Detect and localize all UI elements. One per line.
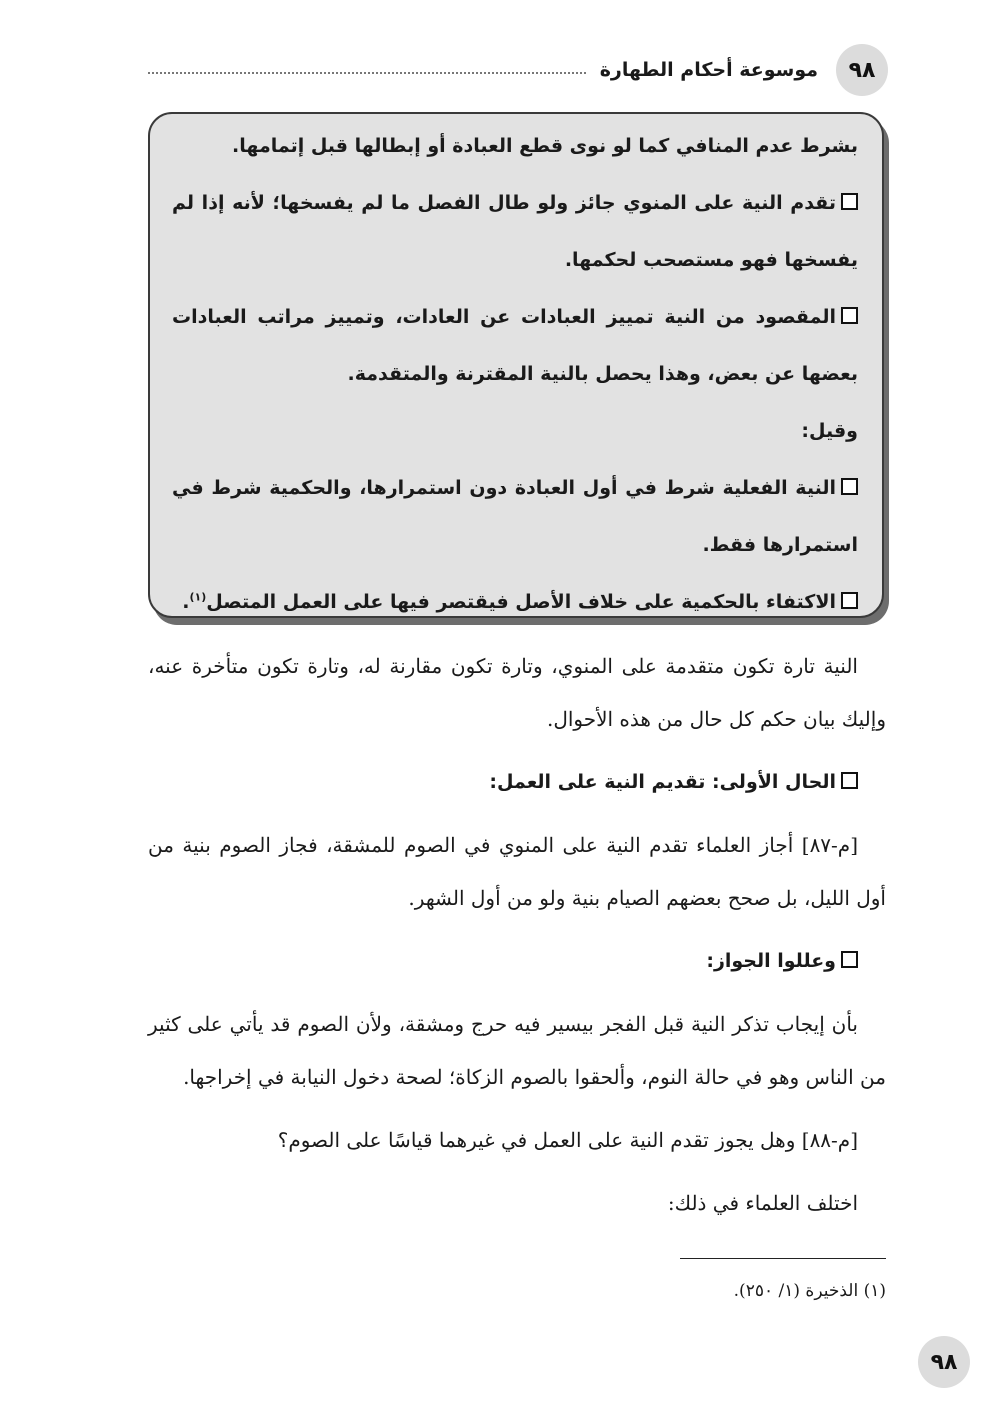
reasoning-paragraph: بأن إيجاب تذكر النية قبل الفجر بيسير فيه حرج ومشقة، ولأن الصوم قد يأتي على كثير من الناس وهو في حالة النوم، وألحقوا بالصوم الزكاة؛ لصحة دخول النيابة في إخراجها. xyxy=(148,1012,886,1089)
footnote-divider xyxy=(680,1258,886,1259)
running-header xyxy=(148,52,832,88)
paragraph-88: [م-٨٨] وهل يجوز تقدم النية على العمل في غيرهما قياسًا على الصوم؟ xyxy=(277,1128,858,1152)
checkbox-bullet-icon xyxy=(841,592,858,609)
section-heading-first-case: الحال الأولى: تقديم النية على العمل: xyxy=(148,756,886,809)
box-bullet-2: تقدم النية على المنوي جائز ولو طال الفصل ما لم يفسخها؛ لأنه إذا لم يفسخها فهو مستصحب لحكمها. xyxy=(172,192,858,271)
footnote-text: الذخيرة (١/ ٢٥٠). xyxy=(733,1281,859,1301)
paragraph-87: [م-٨٧] أجاز العلماء تقدم النية على المنوي في الصوم للمشقة، فجاز الصوم بنية من أول الليل، بل صحح بعضهم الصيام بنية ولو من أول الشهر. xyxy=(148,833,886,910)
page-number-top: ٩٨ xyxy=(836,44,888,96)
checkbox-bullet-icon xyxy=(841,193,858,210)
page-number-bottom: ٩٨ xyxy=(918,1336,970,1388)
main-text xyxy=(148,640,886,1240)
book-title: موسوعة أحكام الطهارة xyxy=(599,59,818,81)
box-line-4: وقيل: xyxy=(801,420,858,442)
header-dotted-rule xyxy=(148,72,586,74)
summary-box xyxy=(148,112,884,618)
checkbox-bullet-icon xyxy=(841,951,858,968)
checkbox-bullet-icon xyxy=(841,772,858,789)
intro-paragraph: النية تارة تكون متقدمة على المنوي، وتارة تكون مقارنة له، وتارة تكون متأخرة عنه، وإليك بيان حكم كل حال من هذه الأحوال. xyxy=(148,654,886,731)
section-heading-reasoning: وعللوا الجواز: xyxy=(148,935,886,988)
checkbox-bullet-icon xyxy=(841,307,858,324)
box-bullet-6: الاكتفاء بالحكمية على خلاف الأصل فيقتصر فيها على العمل المتصل$^{(١)}$. xyxy=(172,574,858,631)
footnote xyxy=(480,1276,886,1306)
footnote-marker: (١) xyxy=(863,1281,886,1301)
disagreement-line: اختلف العلماء في ذلك: xyxy=(667,1191,858,1215)
checkbox-bullet-icon xyxy=(841,478,858,495)
box-line-1: بشرط عدم المنافي كما لو نوى قطع العبادة أو إبطالها قبل إتمامها. xyxy=(232,135,858,157)
box-bullet-3: المقصود من النية تمييز العبادات عن العادات، وتمييز مراتب العبادات بعضها عن بعض، وهذا يحصل بالنية المقترنة والمتقدمة. xyxy=(172,306,858,385)
box-bullet-5: النية الفعلية شرط في أول العبادة دون استمرارها، والحكمية شرط في استمرارها فقط. xyxy=(172,477,858,556)
footnote-ref: (١) xyxy=(189,590,207,604)
